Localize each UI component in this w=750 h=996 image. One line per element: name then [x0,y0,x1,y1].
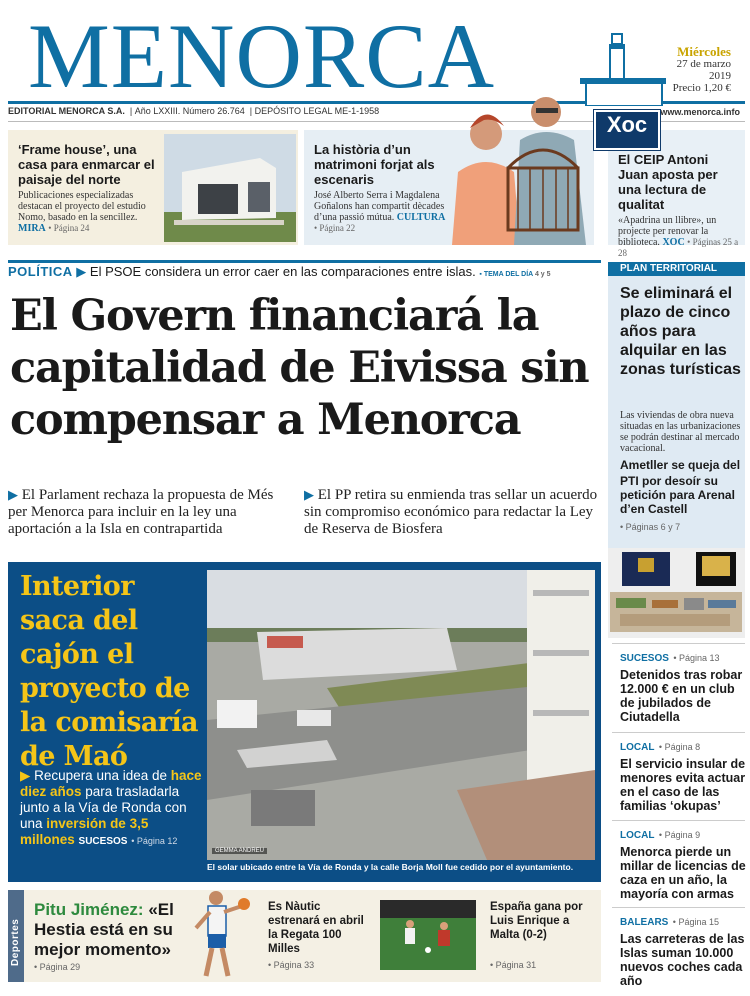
teaser-body: José Alberto Serra i Magdalena Goñalons han compartit dècades d’una passió mútua. CULTURA • Página 22 [314,190,446,233]
story-body: Las viviendas de obra nueva situadas en las urbanizaciones se podrán destinar al mercado vacacional. [620,410,741,454]
brief-balears[interactable]: BALEARS • Página 15 Las carreteras de las Islas suman 10.000 nuevos coches cada año [620,917,745,988]
edition-date [673,46,731,94]
page-ref: • Página 29 [34,962,81,972]
feature-body: ▶ Recupera una idea de hace diez años para trasladarla junto a la Vía de Ronda con una inversión de 3,5 millones SUCESOS • Página 12 [20,768,202,847]
issue-number: Año LXXIII. Número 26.764 [134,106,245,116]
street-aerial-photo [207,570,595,860]
price: Precio 1,20 € [672,82,731,94]
deportes-label: Deportes [8,890,24,982]
brief-local-menores[interactable]: LOCAL • Página 8 El servicio insular de menores evita actuar en el caso de las familias ‘okupas’ [620,742,746,813]
football-photo [380,900,476,970]
teaser-body: «Apadrina un llibre», un projecte per renovar la biblioteca. XOC • Páginas 25 a 28 [618,215,739,258]
info-line: EDITORIAL MENORCA S.A. | Año LXXIII. Número 26.764 | DEPÓSITO LEGAL ME-1-1958 www.menorca.info [8,106,745,122]
brief-headline: Menorca pierde un millar de licencias de caza en un año, la mayoría con armas [620,845,746,901]
politics-text: El PSOE considera un error caer en las comparaciones entre islas. [89,264,476,279]
sport-story-pitu[interactable]: Pitu Jiménez: «El Hestia está en su mejor momento» [34,900,174,959]
triangle-icon: ▶ [8,487,18,502]
year: 2019 [709,70,731,82]
sport-story-espana[interactable]: España gana por Luis Enrique a Malta (0-2) [490,901,583,941]
plan-territorial-tag: PLAN TERRITORIAL [608,262,745,276]
lead-headline[interactable]: El Govern financiará la capitalidad de Eivissa sin compensar a Menorca [10,291,589,445]
basketball-player-photo [184,884,254,982]
page-ref: • Páginas 6 y 7 [620,522,681,532]
sport-story-nautic[interactable]: Es Nàutic estrenará en abril la Regata 100 Milles [268,901,364,955]
feature-comisaria[interactable] [8,562,601,882]
story-headline: Se eliminará el plazo de cinco años para alquilar en las zonas turísticas [620,285,741,378]
teaser-title: ‘Frame house’, una casa para enmarcar el paisaje del norte [18,142,155,187]
couple-photo [444,82,594,245]
feature-headline: Interior saca del cajón el proyecto de la comisaría de Maó [20,571,198,772]
house-photo [164,134,296,242]
lead-subhead-1: ▶ El Parlament rechaza la propuesta de Més per Menorca para incluir en la ley una aportación a la Isla en contrapartida [8,487,274,537]
triangle-icon: ▶ [304,487,314,502]
brief-local-caza[interactable]: LOCAL • Página 9 Menorca pierde un millar de licencias de caza en un año, la mayoría con armas [620,830,746,901]
date: 27 de marzo [676,58,731,70]
story-subhead: Ametller se queja del PTI por desoír su petición para Arenal d’en Castell [620,458,741,516]
xoc-badge: Xoc [594,110,660,150]
lead-subhead-2: ▶ El PP retira su enmienda tras sellar un acuerdo sin compromiso económico para redactar la Ley de Reserva de Biosfera [304,487,598,537]
seized-items-photo [608,548,745,638]
brief-headline: El servicio insular de menores evita actuar en el caso de las familias ‘okupas’ [620,757,746,813]
website-link[interactable]: www.menorca.info [660,107,740,117]
masthead [8,4,745,107]
brief-headline: Las carreteras de las Islas suman 10.000 nuevos coches cada año [620,932,745,988]
weekday: Miércoles [677,44,731,59]
tema-label: ▪ TEMA DEL DÍA 4 y 5 [479,271,551,278]
teaser-title: La història d’un matrimoni forjat als escenaris [314,142,435,187]
triangle-icon: ▶ [76,264,87,279]
teaser-marriage[interactable] [304,130,594,245]
newspaper-title[interactable]: MENORCA [28,5,496,107]
page-ref: • Página 33 [268,960,315,970]
teaser-title: El CEIP Antoni Juan aposta per una lectura de qualitat [618,152,718,212]
legal-deposit: DEPÓSITO LEGAL ME-1-1958 [254,106,380,116]
brief-sucesos[interactable]: SUCESOS • Página 13 Detenidos tras robar 12.000 € en un club de jubilados de Ciutadella [620,648,746,724]
page-ref: • Página 31 [490,960,537,970]
teaser-frame-house[interactable] [8,130,298,245]
photo-credit: GEMMA ANDREU [212,848,267,854]
politics-bar[interactable] [8,260,601,282]
politics-tag: POLÍTICA [8,264,73,279]
photo-caption: El solar ubicado entre la Vía de Ronda y la calle Borja Moll fue cedido por el ayuntamiento. [207,862,574,872]
brief-headline: Detenidos tras robar 12.000 € en un club de jubilados de Ciutadella [620,668,743,724]
publisher: EDITORIAL MENORCA S.A. [8,106,125,116]
teaser-body: Publicaciones especializadas destacan el proyecto del estudio Nomo, basado en la sencillez. MIRA • Página 24 [18,190,146,234]
sports-section [24,890,601,982]
plan-territorial-story[interactable] [608,276,745,566]
